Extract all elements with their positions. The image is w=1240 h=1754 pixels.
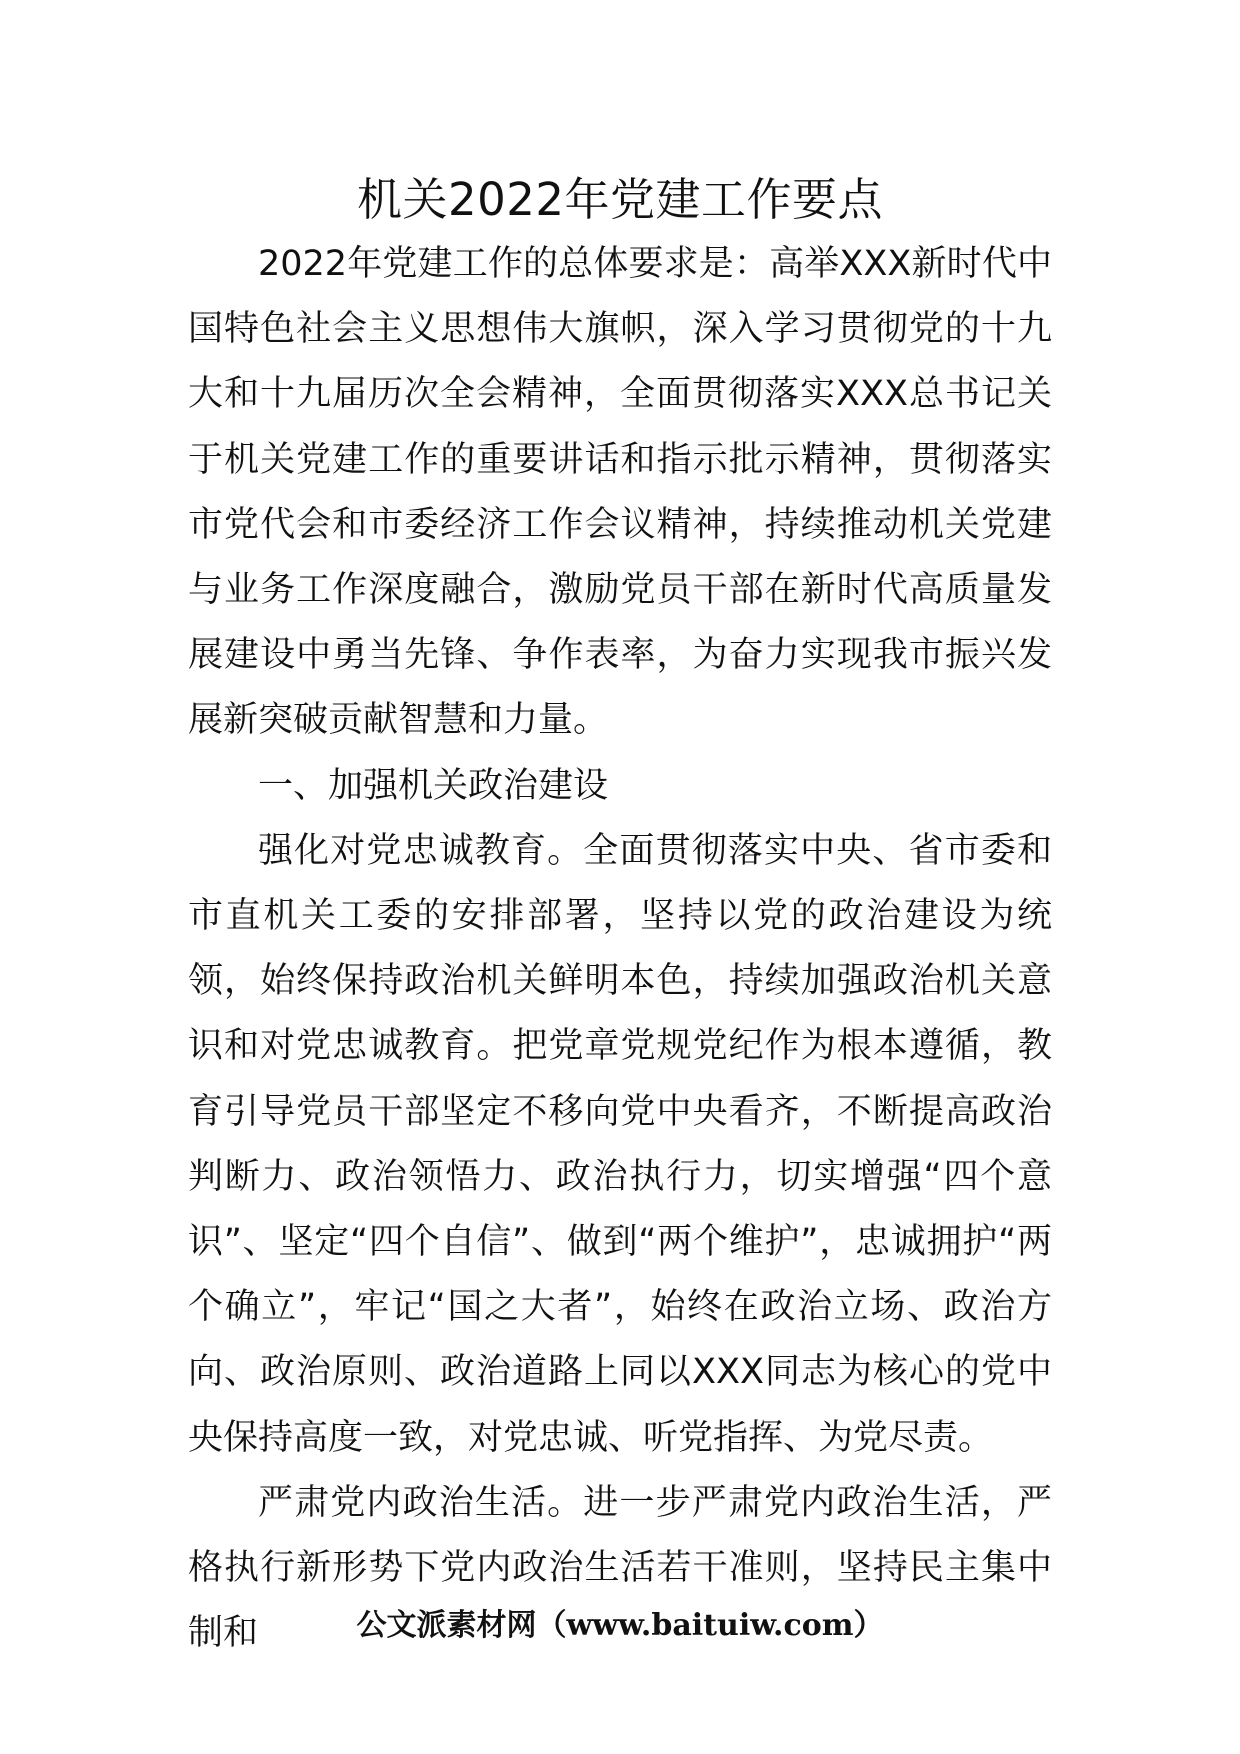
document-title: 机关2022年党建工作要点	[356, 173, 884, 226]
document-body	[188, 232, 1052, 1666]
paragraph-political-life: 严肃党内政治生活。进一步严肃党内政治生活，严格执行新形势下党内政治生活若干准则，坚持民主集中制和	[188, 1482, 1052, 1654]
paragraph-loyalty-education: 强化对党忠诚教育。全面贯彻落实中央、省市委和市直机关工委的安排部署，坚持以党的政治建设为统领，始终保持政治机关鲜明本色，持续加强政治机关意识和对党忠诚教育。把党章党规党纪作为根本遵循，教育引导党员干部坚定不移向党中央看齐，不断提高政治判断力、政治领悟力、政治执行力，切实增强“四个意识”、坚定“四个自信”、做到“两个维护”，忠诚拥护“两个确立”，牢记“国之大者”，始终在政治立场、政治方向、政治原则、政治道路上同以XXX同志为核心的党中央保持高度一致，对党忠诚、听党指挥、为党尽责。	[188, 830, 1052, 1458]
paragraph-general-requirements: 2022年党建工作的总体要求是：高举XXX新时代中国特色社会主义思想伟大旗帜，深入学习贯彻党的十九大和十九届历次全会精神，全面贯彻落实XXX总书记关于机关党建工作的重要讲话和指示批示精神，贯彻落实市党代会和市委经济工作会议精神，持续推动机关党建与业务工作深度融合，激励党员干部在新时代高质量发展建设中勇当先锋、争作表率，为奋力实现我市振兴发展新突破贡献智慧和力量。	[188, 244, 1052, 741]
section-heading-political-building: 一、加强机关政治建设	[258, 765, 609, 806]
footer-watermark: 公文派素材网（www.baituiw.com）	[356, 1608, 884, 1643]
